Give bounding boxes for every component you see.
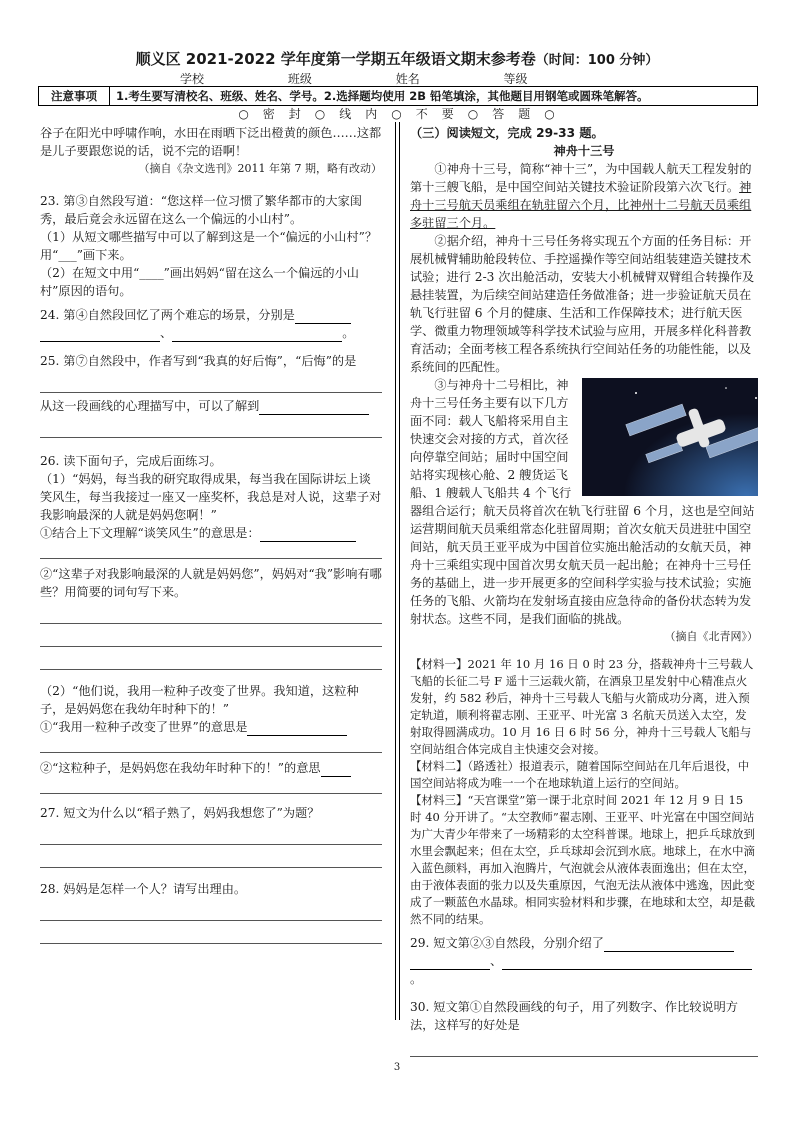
answer-line[interactable] xyxy=(40,542,382,559)
notice-box xyxy=(38,86,758,106)
source-note: （摘自《杂文选刊》2011 年第 7 期，略有改动） xyxy=(138,162,382,175)
space-station-image xyxy=(582,378,758,496)
question-25b: 从这一段画线的心理描写中，可以了解到 xyxy=(40,397,382,415)
section-heading: （三）阅读短文，完成 29-33 题。 xyxy=(410,126,604,140)
answer-line[interactable] xyxy=(40,601,382,624)
source-note: （摘自《北青网》） xyxy=(664,630,758,643)
question-26-2: （2）“他们说，我用一粒种子改变了世界。我知道，这粒种子，是妈妈您在我幼年时种下的！” xyxy=(40,684,359,716)
material-2: 【材料二】（路透社）报道表示，随着国际空间站在几年后退役，中国空间站将成为唯一一个在地球轨道上运行的空间站。 xyxy=(410,759,750,790)
page-number: 3 xyxy=(393,1062,401,1073)
answer-blank[interactable] xyxy=(247,721,347,736)
column-divider xyxy=(395,122,397,1020)
question-23: 23. 第③自然段写道：“您这样一位习惯了繁华都市的大家闺秀，最后竟会永远留在这么一个偏远的小山村”。 xyxy=(40,194,362,226)
exam-title: 顺义区 2021-2022 学年度第一学期五年级语文期末参考卷（时间：100 分钟） xyxy=(135,50,659,68)
answer-line[interactable] xyxy=(40,415,382,438)
question-28: 28. 妈妈是怎样一个人？请写出理由。 xyxy=(40,882,247,896)
question-30: 30. 短文第①自然段画线的句子，用了列数字、作比较说明方法，这样写的好处是 xyxy=(410,1000,738,1032)
answer-line[interactable] xyxy=(40,845,382,868)
answer-blank[interactable] xyxy=(40,327,160,342)
student-info-line: 学校 班级 姓名 等级 xyxy=(180,70,608,87)
answer-blank[interactable] xyxy=(172,327,342,342)
question-26-2a: ①“我用一粒种子改变了世界”的意思是 xyxy=(40,718,382,736)
answer-line[interactable] xyxy=(40,898,382,921)
question-26-1b: ②“这辈子对我影响最深的人就是妈妈您”，妈妈对“我”影响有哪些？用简要的词句写下来。 xyxy=(40,567,382,599)
answer-blank[interactable] xyxy=(321,762,351,777)
material-1: 【材料一】2021 年 10 月 16 日 0 时 23 分，搭载神舟十三号载人飞船的长征二号 F 遥十三运载火箭，在酒泉卫星发射中心精准点火发射，约 582 秒后，神舟十三号载人飞船与火箭成功分离，进入预定轨道，顺利将翟志刚、王亚平、叶光富 3 名航天员送入太空，发射取得圆满成功。10 月 16 日 6 时 56 分，神舟十三号载人飞船与空间站组合体完成自主快速交会对接。 xyxy=(410,657,754,756)
answer-blank[interactable] xyxy=(604,937,734,952)
material-3: 【材料三】“天宫课堂”第一课于北京时间 2021 年 12 月 9 日 15 时 40 分开讲了。“太空教师”翟志刚、王亚平、叶光富在中国空间站为广大青少年带来了一场精彩的太空科普课。地球上，把乒乓球放到水里会飘起来；但在太空，乒乓球却会沉到水底。地球上，在水中滴入蓝色颜料，再加入泡腾片，气泡就会从液体表面逸出；但在太空，由于液体表面的张力以及失重原因，气泡无法从液体中逃逸，因此变成了一颗蓝色水晶球。相同实验材料和步骤，在地球和太空，却是截然不同的结果。 xyxy=(410,793,755,926)
right-column xyxy=(410,124,758,1057)
column-divider-2 xyxy=(399,122,401,1020)
answer-line[interactable] xyxy=(40,822,382,845)
question-26-1a: ①结合上下文理解“谈笑风生”的意思是： xyxy=(40,524,382,542)
question-26-2b: ②“这粒种子，是妈妈您在我幼年时种下的！”的意思 xyxy=(40,759,382,777)
article-title: 神舟十三号 xyxy=(553,144,615,158)
question-27: 27. 短文为什么以“稻子熟了，妈妈我想您了”为题？ xyxy=(40,806,320,820)
seal-line: ○ 密 封 ○ 线 内 ○ 不 要 ○ 答 题 ○ xyxy=(238,107,556,121)
answer-blank[interactable] xyxy=(260,527,356,542)
answer-line[interactable] xyxy=(40,777,382,794)
question-26-1: （1）“妈妈，每当我的研究取得成果，每当我在国际讲坛上谈笑风生，每当我接过一座又一座奖杯，我总是对人说，这辈子对我影响最深的人就是妈妈您啊！” xyxy=(40,472,382,522)
notice-label: 注意事项 xyxy=(39,87,110,105)
question-29-blanks: 、。 xyxy=(410,952,758,988)
article-paragraph-1: ①神舟十三号，简称“神十三”，为中国载人航天工程发射的第十三艘飞船，是中国空间站关键技术验证阶段第六次飞行。神舟十三号航天员乘组在轨驻留六个月，比神州十二号航天员乘组多驻留三个月。 xyxy=(410,162,752,230)
left-column xyxy=(40,124,382,944)
question-23-2: （2）在短文中用“____”画出妈妈“留在这么一个偏远的小山村”原因的语句。 xyxy=(40,266,359,298)
article-paragraph-2: ②据介绍，神舟十三号任务将实现五个方面的任务目标：开展机械臂辅助舱段转位、手控遥操作等空间站组装建造关键技术试验；进行 2-3 次出舱活动，安装大小机械臂双臂组合转操作及悬挂装置，为后续空间站建造任务做准备；进一步验证航天员在轨飞行驻留 6 个月的健康、生活和工作保障技术；进行航天医学、微重力物理领域等科学技术试验与应用，开展多样化科普教育活动；全面考核工程各系统执行空间站任务的功能性能，以及系统间的匹配性。 xyxy=(410,234,755,374)
question-24: 24. 第④自然段回忆了两个难忘的场景，分别是 xyxy=(40,306,382,324)
answer-line[interactable] xyxy=(40,921,382,944)
underlined-sentence: 神舟十三号航天员乘组在轨驻留六个月，比神州十二号航天员乘组多驻留三个月。 xyxy=(410,180,752,230)
answer-line[interactable] xyxy=(40,624,382,647)
passage-ending: 谷子在阳光中呼啸作响，水田在雨晒下泛出橙黄的颜色……这都是儿子要跟您说的话，说不完的语啊！ xyxy=(40,126,382,158)
answer-line[interactable] xyxy=(40,370,382,393)
article-paragraph-3: ③与神舟十二号相比，神舟十三号任务主要有以下几方面不同：载人飞船将采用自主快速交会对接的方式，首次径向停靠空间站；届时中国空间站将实现核心舱、2 艘货运飞船、1 艘载人飞船共 4 个飞行器组合运行；航天员将首次在轨飞行驻留 6 个月，这也是空间站运营期间航天员乘组常态化驻留周期；首次女航天员进驻中国空间站，航天员王亚平成为中国首位实施出舱活动的女航天员，神舟十三乘组实现中国首次男女航天员一起出舱；在神舟十三号任务的基础上，进一步开展更多的空间科学实验与技术试验；实施任务的飞船、火箭均在发射场直接由应急待命的备份状态转为发射状态。这些不同，是我们面临的挑战。 xyxy=(410,376,758,628)
answer-blank[interactable] xyxy=(295,309,351,324)
answer-blank[interactable] xyxy=(259,400,369,415)
question-26: 26. 读下面句子，完成后面练习。 xyxy=(40,454,222,468)
question-24-blanks: 、 。 xyxy=(40,324,382,342)
answer-line[interactable] xyxy=(40,736,382,753)
notice-text: 1.考生要写清校名、班级、姓名、学号。2.选择题均使用 2B 铅笔填涂，其他题目用钢笔或圆珠笔解答。 xyxy=(116,89,649,103)
question-25: 25. 第⑦自然段中，作者写到“我真的好后悔”，“后悔”的是 xyxy=(40,354,357,368)
question-23-1: （1）从短文哪些描写中可以了解到这是一个“偏远的小山村”？用“___”画下来。 xyxy=(40,230,378,262)
answer-blank[interactable] xyxy=(410,955,490,970)
answer-blank[interactable] xyxy=(502,955,752,970)
question-29: 29. 短文第②③自然段，分别介绍了 xyxy=(410,934,758,952)
answer-line[interactable] xyxy=(410,1034,758,1057)
answer-line[interactable] xyxy=(40,647,382,670)
